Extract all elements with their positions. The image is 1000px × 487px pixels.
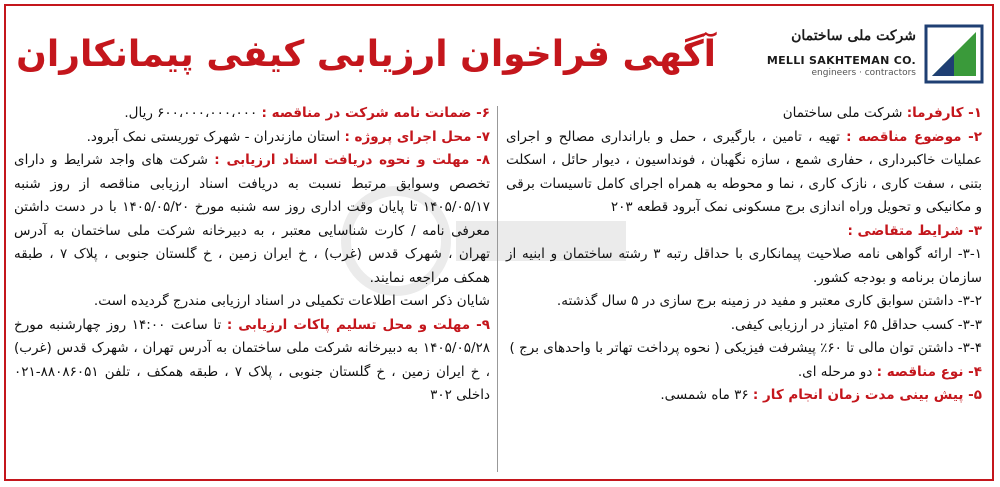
page-title: آگهی فراخوان ارزیابی کیفی پیمانکاران xyxy=(16,34,716,75)
logo-english-name: MELLI SAKHTEMAN CO. xyxy=(766,54,916,67)
section-subject-heading: ۲- موضوع مناقصه : xyxy=(846,128,982,145)
supplementary-note: شایان ذکر است اطلاعات تکمیلی در اسناد ارزیابی مندرج گردیده است. xyxy=(93,293,490,309)
section-employer-heading: ۱- کارفرما: xyxy=(906,105,982,121)
section-documents-heading: ۸- مهلت و نحوه دریافت اسناد ارزیابی : xyxy=(214,152,490,168)
section-tender-type-heading: ۴- نوع مناقصه : xyxy=(876,363,982,380)
section-employer xyxy=(506,102,982,126)
logo-tagline: engineers · contractors xyxy=(811,68,916,78)
section-submission-text: تا ساعت ۱۴:۰۰ روز چهارشنبه مورخ ۱۴۰۵/۰۵/۲۸ به دبیرخانه شرکت ملی ساختمان به آدرس تهران ، شهرک قدس (غرب) ، خ ایران زمین ، خ گلستان جنوبی ، پلاک ۷ ، طبقه همکف ، تلفن ۸۸۰۸۶۰۵۱-۰۲۱ داخلی ۳۰۲ xyxy=(14,316,490,403)
section-tender-type xyxy=(506,361,982,385)
column-divider xyxy=(497,106,498,472)
section-location-text: استان مازندران - شهرک توریستی نمک آبرود. xyxy=(86,128,345,145)
logo-persian-name: شرکت ملی ساختمان xyxy=(791,28,916,44)
section-subject-text: تهیه ، تامین ، بارگیری ، حمل و بارانداری مصالح و اجرای عملیات خاکبرداری ، حفاری شمع ، سازه نگهبان ، فونداسیون ، دیوار حائل ، اسکلت بتنی ، سفت کاری ، نازک کاری ، نما و محوطه به همراه اجرای کامل تاسیسات برقی و مکانیکی و تحویل وراه اندازی برج مسکونی نمک آبرود قطعه ۲۰۳ xyxy=(506,128,982,215)
right-column xyxy=(506,102,982,408)
section-documents-text: شرکت های واجد شرایط و دارای تخصص وسوابق مرتبط نسبت به دریافت اسناد ارزیابی مناقصه از روز شنبه ۱۴۰۵/۰۵/۱۷ تا پایان وقت اداری روز سه شنبه مورخ ۱۴۰۵/۰۵/۲۰ با در دست داشتن معرفی نامه / کارت شناسایی معتبر ، به دبیرخانه شرکت ملی ساختمان به آدرس تهران ، شهرک قدس (غرب) ، خ ایران زمین ، خ گلستان جنوبی ، پلاک ۷ ، طبقه همکف مراجعه نمایند. xyxy=(14,152,491,286)
section-employer-text: شرکت ملی ساختمان xyxy=(782,105,907,121)
condition-3-1: ۳-۱- ارائه گواهی نامه صلاحیت پیمانکاری با حداقل رتبه ۳ رشته ساختمان و ابنیه از سازمان برنامه و بودجه کشور. xyxy=(506,246,982,286)
left-column xyxy=(14,102,490,408)
section-submission-heading: ۹- مهلت و محل تسلیم پاکات ارزیابی : xyxy=(226,316,490,333)
condition-3-3: ۳-۳- کسب حداقل ۶۵ امتیاز در ارزیابی کیفی. xyxy=(730,316,982,333)
section-location-heading: ۷- محل اجرای پروژه : xyxy=(344,128,490,145)
section-documents xyxy=(14,149,490,290)
header xyxy=(6,6,992,98)
section-guarantee-text: ۶۰۰،۰۰۰،۰۰۰،۰۰۰ ریال. xyxy=(124,105,262,121)
notice-frame xyxy=(4,4,994,481)
section-duration xyxy=(506,384,982,408)
section-conditions xyxy=(506,220,982,244)
condition-3-4: ۳-۴- داشتن توان مالی تا ۶۰٪ پیشرفت فیزیکی ( نحوه پرداخت تهاتر با واحدهای برج ) xyxy=(509,340,982,356)
section-subject xyxy=(506,126,982,220)
section-submission xyxy=(14,314,490,408)
section-duration-heading: ۵- پیش بینی مدت زمان انجام کار : xyxy=(752,387,982,403)
condition-3-2: ۳-۲- داشتن سوابق کاری معتبر و مفید در زمینه برج سازی در ۵ سال گذشته. xyxy=(556,293,982,309)
section-guarantee-heading: ۶- ضمانت نامه شرکت در مناقصه : xyxy=(261,105,490,121)
section-duration-text: ۳۶ ماه شمسی. xyxy=(660,387,753,403)
company-logo-icon xyxy=(924,24,984,84)
section-guarantee xyxy=(14,102,490,126)
section-tender-type-text: دو مرحله ای. xyxy=(797,363,877,380)
section-conditions-heading: ۳- شرایط متقاضی : xyxy=(847,222,982,239)
company-logo xyxy=(766,24,984,94)
section-location xyxy=(14,126,490,150)
